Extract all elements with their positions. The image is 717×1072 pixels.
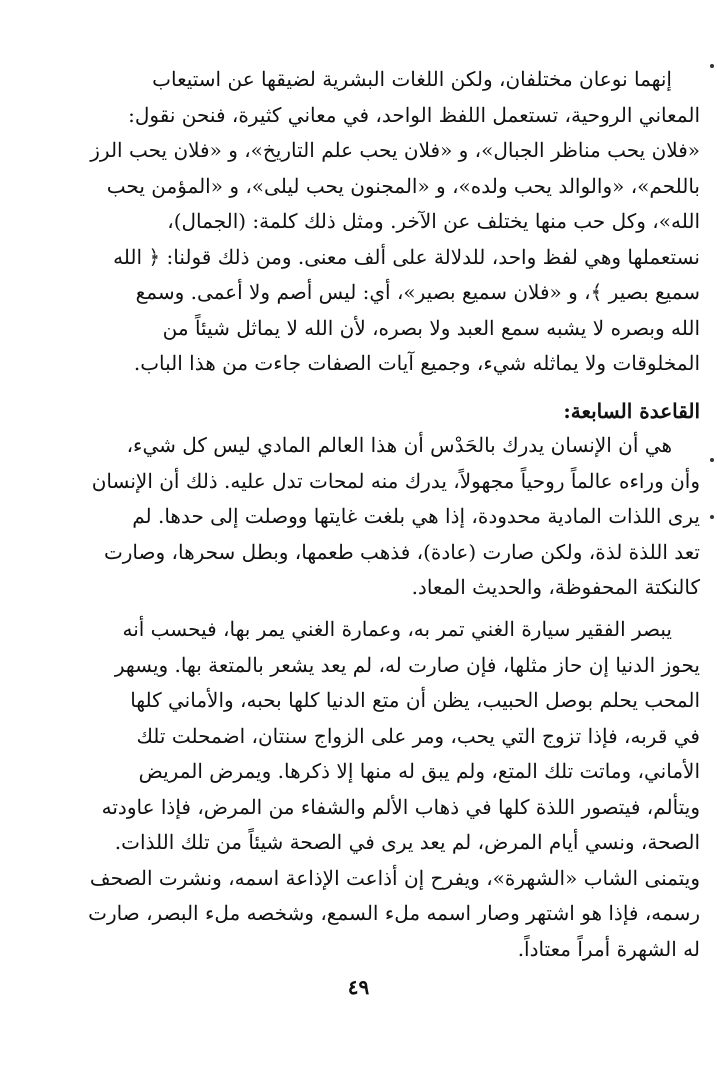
text-line: ويتألم، فيتصور اللذة كلها في ذهاب الألم والشفاء من المرض، فإذا عاودته xyxy=(101,794,700,819)
text-line: نستعملها وهي لفظ واحد، للدلالة على ألف معنى. ومن ذلك قولنا: ﴿ الله xyxy=(113,244,700,269)
text-line: الله»، وكل حب منها يختلف عن الآخر. ومثل ذلك كلمة: (الجمال)، xyxy=(167,209,700,233)
text-line: إنهما نوعان مختلفان، ولكن اللغات البشرية لضيقها عن استيعاب xyxy=(152,67,672,91)
text-line: رسمه، فإذا هو اشتهر وصار اسمه ملء السمع، وشخصه ملء البصر، صارت xyxy=(88,901,700,925)
text-line: باللحم»، «والوالد يحب ولده»، و «المجنون يحب ليلى»، و «المؤمن يحب xyxy=(106,173,700,198)
text-line: يرى اللذات المادية محدودة، إذا هي بلغت غايتها ووصلت إلى حدها. لم xyxy=(132,504,700,528)
text-line: المحب يحلم بوصل الحبيب، يظن أن متع الدنيا كلها بحبه، والأماني كلها xyxy=(130,688,700,712)
text-line: المعاني الروحية، تستعمل اللفظ الواحد، في معاني كثيرة، فنحن نقول: xyxy=(128,102,700,127)
margin-mark xyxy=(710,458,714,462)
text-line: «فلان يحب مناظر الجبال»، و «فلان يحب علم التاريخ»، و «فلان يحب الرز xyxy=(90,138,700,162)
margin-mark xyxy=(710,64,714,68)
text-line: الصحة، ونسي أيام المرض، لم يعد يرى في الصحة شيئاً من تلك اللذات. xyxy=(114,830,700,854)
page-number: ٤٩ xyxy=(347,975,370,999)
text-line: يحوز الدنيا إن حاز مثلها، فإن صارت له، لم يعد يشعر بالمتعة بها. ويسهر xyxy=(114,652,700,677)
text-line: سميع بصير ﴾، و «فلان سميع بصير»، أي: ليس أصم ولا أعمى. وسمع xyxy=(135,280,700,304)
text-line: له الشهرة أمراً معتاداً. xyxy=(517,936,700,961)
text-line: يبصر الفقير سيارة الغني تمر به، وعمارة الغني يمر بها، فيحسب أنه xyxy=(122,617,672,641)
paragraph-3 xyxy=(88,612,700,967)
text-line: الأماني، وماتت تلك المتع، ولم يبق له منها إلا ذكرها. ويمرض المريض xyxy=(138,759,700,783)
paragraph-2 xyxy=(88,428,700,606)
text-line: ويتمنى الشاب «الشهرة»، ويفرح إن أذاعت الإذاعة اسمه، ونشرت الصحف xyxy=(89,865,700,890)
margin-mark xyxy=(710,515,714,519)
paragraph-1 xyxy=(88,62,700,382)
text-line: الله وبصره لا يشبه سمع العبد ولا بصره، لأن الله لا يماثل شيئاً من xyxy=(162,315,700,340)
section-heading: القاعدة السابعة: xyxy=(563,399,700,423)
text-line: وأن وراءه عالماً روحياً مجهولاً، يدرك منه لمحات تدل عليه. ذلك أن الإنسان xyxy=(91,468,700,493)
text-line: في قربه، فإذا تزوج التي يحب، ومر على الزواج سنتان، اضمحلت تلك xyxy=(136,723,700,748)
text-line: تعد اللذة لذة، ولكن صارت (عادة)، فذهب طعمها، وبطل سحرها، وصارت xyxy=(103,539,700,564)
text-line: هي أن الإنسان يدرك بالحَدْس أن هذا العالم المادي ليس كل شيء، xyxy=(126,433,672,457)
text-line: المخلوقات ولا يماثله شيء، وجميع آيات الصفات جاءت من هذا الباب. xyxy=(133,351,700,375)
text-line: كالنكتة المحفوظة، والحديث المعاد. xyxy=(411,575,700,599)
